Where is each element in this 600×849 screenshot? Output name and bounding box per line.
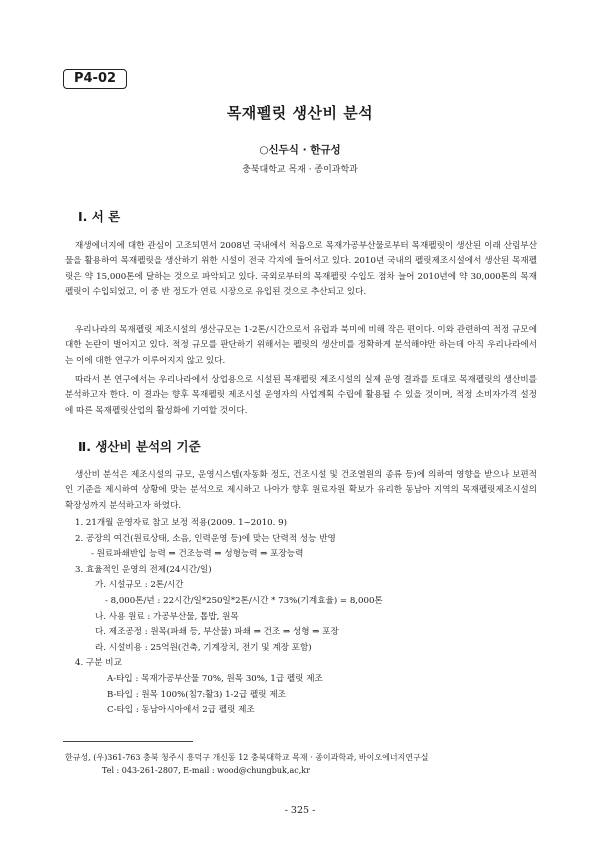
- list-item: 나. 사용 원료 : 가공부산물, 톱밥, 원목: [95, 611, 239, 622]
- list-item: 가. 시설규모 : 2톤/시간: [95, 580, 184, 591]
- list-item: 1. 21개월 운영자료 참고 보정 적용(2009. 1~2010. 9): [75, 518, 287, 528]
- intro-paragraph-1: 재생에너지에 대한 관심이 고조되면서 2008년 국내에서 처음으로 목재가공부산물로부터 목재펠릿이 생산된 이래 산림부산물을 활용하여 목재펠릿을 생산하기 위한 시설이 전국 각지에 들어서고 있다. 2010년 국내의 펠릿제조시설에서 생산된 목재펠릿은 약 15,000톤에 달하는 것으로 파악되고 있다. 국외로부터의 목재펠릿 수입도 점차 늘어 2010년에 약 30,000톤의 목재펠릿이 수입되었고, 이 중 반 정도가 연료 시장으로 유입된 것으로 추산되고 있다.: [65, 241, 537, 298]
- footnote: [65, 751, 545, 777]
- footnote-contact: Tel : 043-261-2807, E-mail : wood@chungbuk,ac,kr: [102, 766, 310, 775]
- authors: ○신두식 · 한규성: [259, 144, 341, 156]
- section-heading-introduction: Ⅰ. 서 론: [78, 209, 121, 224]
- criteria-list: [65, 516, 545, 719]
- footnote-divider: [63, 741, 193, 742]
- list-item: 4. 구분 비교: [75, 658, 122, 669]
- intro-paragraph-3: 따라서 본 연구에서는 우리나라에서 상업용으로 시설된 목재펠릿 제조시설의 실제 운영 결과를 토대로 목재펠릿의 생산비를 분석하고자 한다. 이 결과는 향후 목재펠릿 제조시설 운영자의 사업계획 수립에 활용될 수 있을 것이며, 적정 소비자가격 설정에 따른 목재펠릿산업의 활성화에 기여할 것이다.: [65, 375, 537, 416]
- list-item: - 8,000톤/년 : 22시간/일*250일*2톤/시간 * 73%(기계효율) = 8,000톤: [105, 595, 383, 606]
- criteria-paragraph: 생산비 분석은 제조시설의 규모, 운영시스템(자동화 정도, 건조시설 및 건조열원의 종류 등)에 의하여 영향을 받으나 보편적인 기준을 제시하여 상황에 맞는 분석으로 제시하고 나아가 향후 원료자원 확보가 유리한 동남아 지역의 목재펠릿제조시설의 확장성까지 분석하고자 하였다.: [65, 470, 537, 511]
- list-item: 라. 시설비용 : 25억원(건축, 기계장치, 전기 및 계장 포함): [95, 642, 312, 653]
- intro-paragraph-2: 우리나라의 목재펠릿 제조시설의 생산규모는 1-2톤/시간으로서 유럽과 북미에 비해 작은 편이다. 이와 관련하여 적정 규모에 대한 논란이 벌어지고 있다. 적정 규모를 판단하기 위해서는 펠릿의 생산비를 정확하게 분석해야만 하는데 아직 우리나라에서는 이에 대한 연구가 이루어지지 않고 있다.: [65, 325, 537, 366]
- section-heading-criteria: Ⅱ. 생산비 분석의 기준: [78, 439, 201, 454]
- list-item: A-타입 : 목재가공부산물 70%, 원목 30%, 1급 펠릿 제조: [107, 673, 323, 684]
- page-number: - 325 -: [284, 805, 316, 816]
- session-tag: P4-02: [63, 69, 127, 89]
- footnote-address: 한규성, (우)361-763 충북 청주시 흥덕구 개신동 12 충북대학교 목재 · 종이과학과, 바이오에너지연구실: [65, 753, 429, 762]
- list-item: 다. 제조공정 : 원목(파쇄 등, 부산물) 파쇄 ⇒ 건조 ⇒ 성형 ⇒ 포장: [95, 627, 339, 638]
- paper-title: 목재펠릿 생산비 분석: [226, 104, 374, 122]
- list-item: 2. 공장의 여건(원료상태, 소음, 인력운영 등)에 맞는 단력적 성능 반영: [75, 533, 336, 544]
- list-item: B-타입 : 원목 100%(침7:활3) 1-2급 펠릿 제조: [107, 689, 286, 700]
- list-item: - 원료파쇄반입 능력 ⇒ 건조능력 ⇒ 성형능력 ⇒ 포장능력: [91, 549, 304, 560]
- list-item: C-타입 : 동남아시아에서 2급 펠릿 제조: [107, 705, 255, 716]
- list-item: 3. 효율적인 운영의 전제(24시간/일): [75, 564, 212, 575]
- affiliation: 충북대학교 목재 · 종이과학과: [242, 165, 358, 175]
